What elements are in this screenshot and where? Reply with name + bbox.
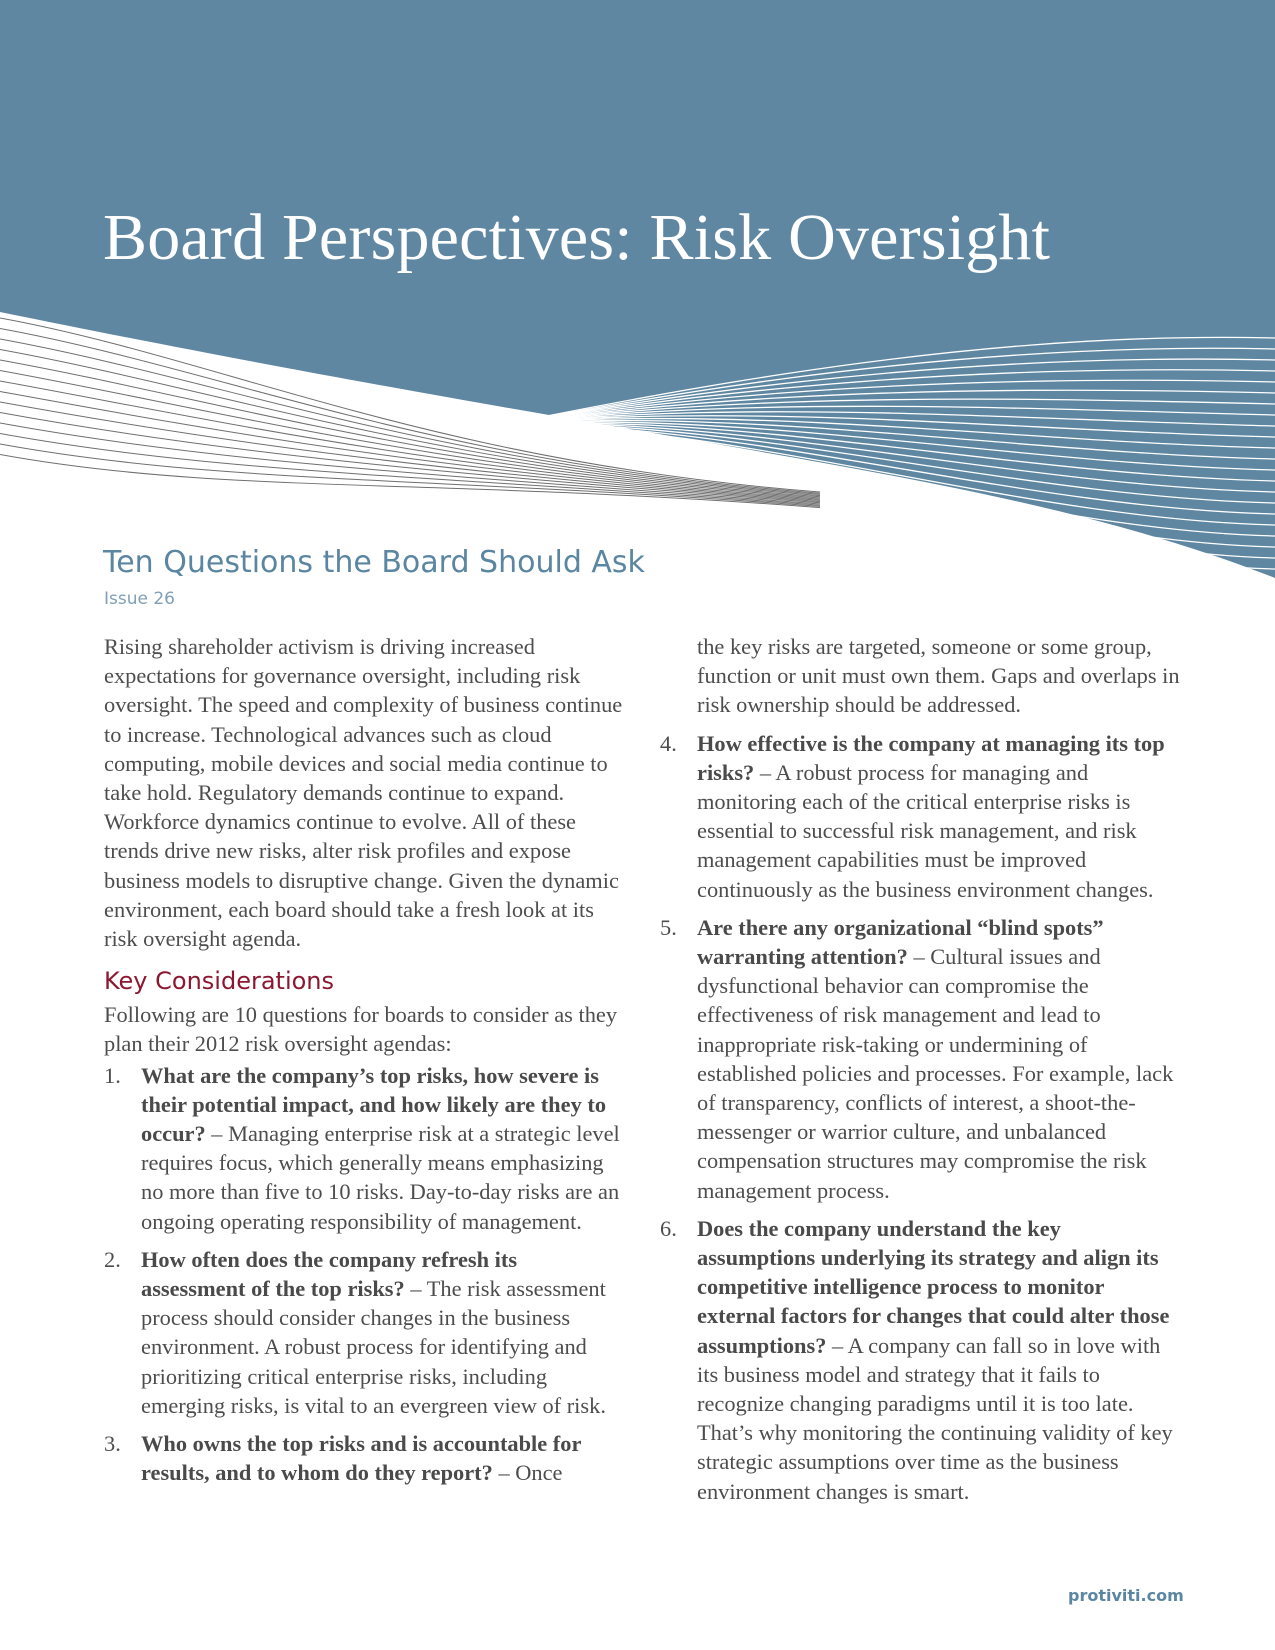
- answer-text: – Managing enterprise risk at a strategic level requires focus, which generally means emphasizing no more than five to 10 risks. Day-to-day risks are an ongoing operating responsibility of management.: [141, 1121, 620, 1234]
- list-item-text: [697, 913, 1180, 1205]
- considerations-lead: Following are 10 questions for boards to consider as they plan their 2012 risk oversight agendas:: [104, 1002, 618, 1057]
- list-item: [660, 913, 1180, 1205]
- list-item-text: [141, 1429, 624, 1487]
- list-number: 6.: [660, 1215, 677, 1241]
- left-column: [104, 632, 624, 1496]
- answer-text: – Once: [492, 1460, 563, 1486]
- intro-paragraph: Rising shareholder activism is driving increased expectations for governance oversight, including risk oversight. The speed and complexity of business continue to increase. Technological advances such as cloud computing, mobile devices and social media continue to take hold. Regulatory demands continue to expand. Workforce dynamics continue to evolve. All of these trends drive new risks, alter risk profiles and expose business models to disruptive change. Given the dynamic environment, each board should take a fresh look at its risk oversight agenda.: [104, 634, 623, 952]
- list-number: 1.: [104, 1062, 121, 1088]
- document-subtitle: Ten Questions the Board Should Ask: [103, 545, 645, 580]
- header-wave-graphic: [0, 0, 1275, 590]
- list-item: [104, 1429, 624, 1487]
- list-number: 5.: [660, 914, 677, 940]
- continued-answer-text: the key risks are targeted, someone or some group, function or unit must own them. Gaps and overlaps in risk ownership should be addressed.: [697, 634, 1180, 718]
- answer-text: – A company can fall so in love with its business model and strategy that it fails to recognize changing paradigms until it is too late. That’s why monitoring the continuing validity of key strategic assumptions over time as the business environment changes is smart.: [697, 1332, 1173, 1504]
- section-heading-key-considerations: Key Considerations: [104, 967, 335, 996]
- question-text: Who owns the top risks and is accountable for results, and to whom do they report?: [141, 1431, 581, 1486]
- page-title: Board Perspectives: Risk Oversight: [103, 201, 1051, 274]
- answer-text: – A robust process for managing and monitoring each of the critical enterprise risks is essential to successful risk management, and risk management capabilities must be improved continuously as the business environment changes.: [697, 759, 1154, 902]
- list-item: [104, 1245, 624, 1420]
- list-number: 3.: [104, 1431, 121, 1457]
- answer-text: – The risk assessment process should consider changes in the business environment. A robust process for identifying and prioritizing critical enterprise risks, including emerging risks, is vital to an evergreen view of risk.: [141, 1276, 606, 1418]
- list-item: [660, 1214, 1180, 1506]
- list-item-text: [141, 1061, 624, 1236]
- list-item: [104, 1061, 624, 1236]
- right-column: [660, 632, 1180, 1515]
- list-number: 2.: [104, 1246, 121, 1272]
- question-list-right: [660, 729, 1180, 1506]
- list-item: [660, 729, 1180, 904]
- list-item-text: [141, 1245, 624, 1420]
- issue-number: Issue 26: [104, 589, 175, 609]
- answer-text: – Cultural issues and dysfunctional behavior can compromise the effectiveness of risk management and lead to inappropriate risk-taking or undermining of established policies and processes. For example, lack of transparency, conflicts of interest, a shoot-the-messenger or warrior culture, and unbalanced compensation structures may compromise the risk management process.: [697, 944, 1174, 1203]
- question-text: What are the company’s top risks, how severe is their potential impact, and how likely are they to occur?: [141, 1062, 607, 1147]
- question-text: How often does the company refresh its assessment of the top risks?: [141, 1246, 518, 1302]
- list-number: 4.: [660, 730, 677, 756]
- question-text: How effective is the company at managing its top risks?: [697, 730, 1165, 785]
- question-text: Does the company understand the key assumptions underlying its strategy and align its competitive intelligence process to monitor external factors for changes that could alter those assumptions?: [697, 1215, 1170, 1358]
- list-item-text: [697, 729, 1180, 904]
- question-list-left: [104, 1061, 624, 1488]
- footer-website-link[interactable]: protiviti.com: [1068, 1586, 1184, 1605]
- question-text: Are there any organizational “blind spots” warranting attention?: [697, 914, 1104, 970]
- list-item-text: [697, 1214, 1180, 1506]
